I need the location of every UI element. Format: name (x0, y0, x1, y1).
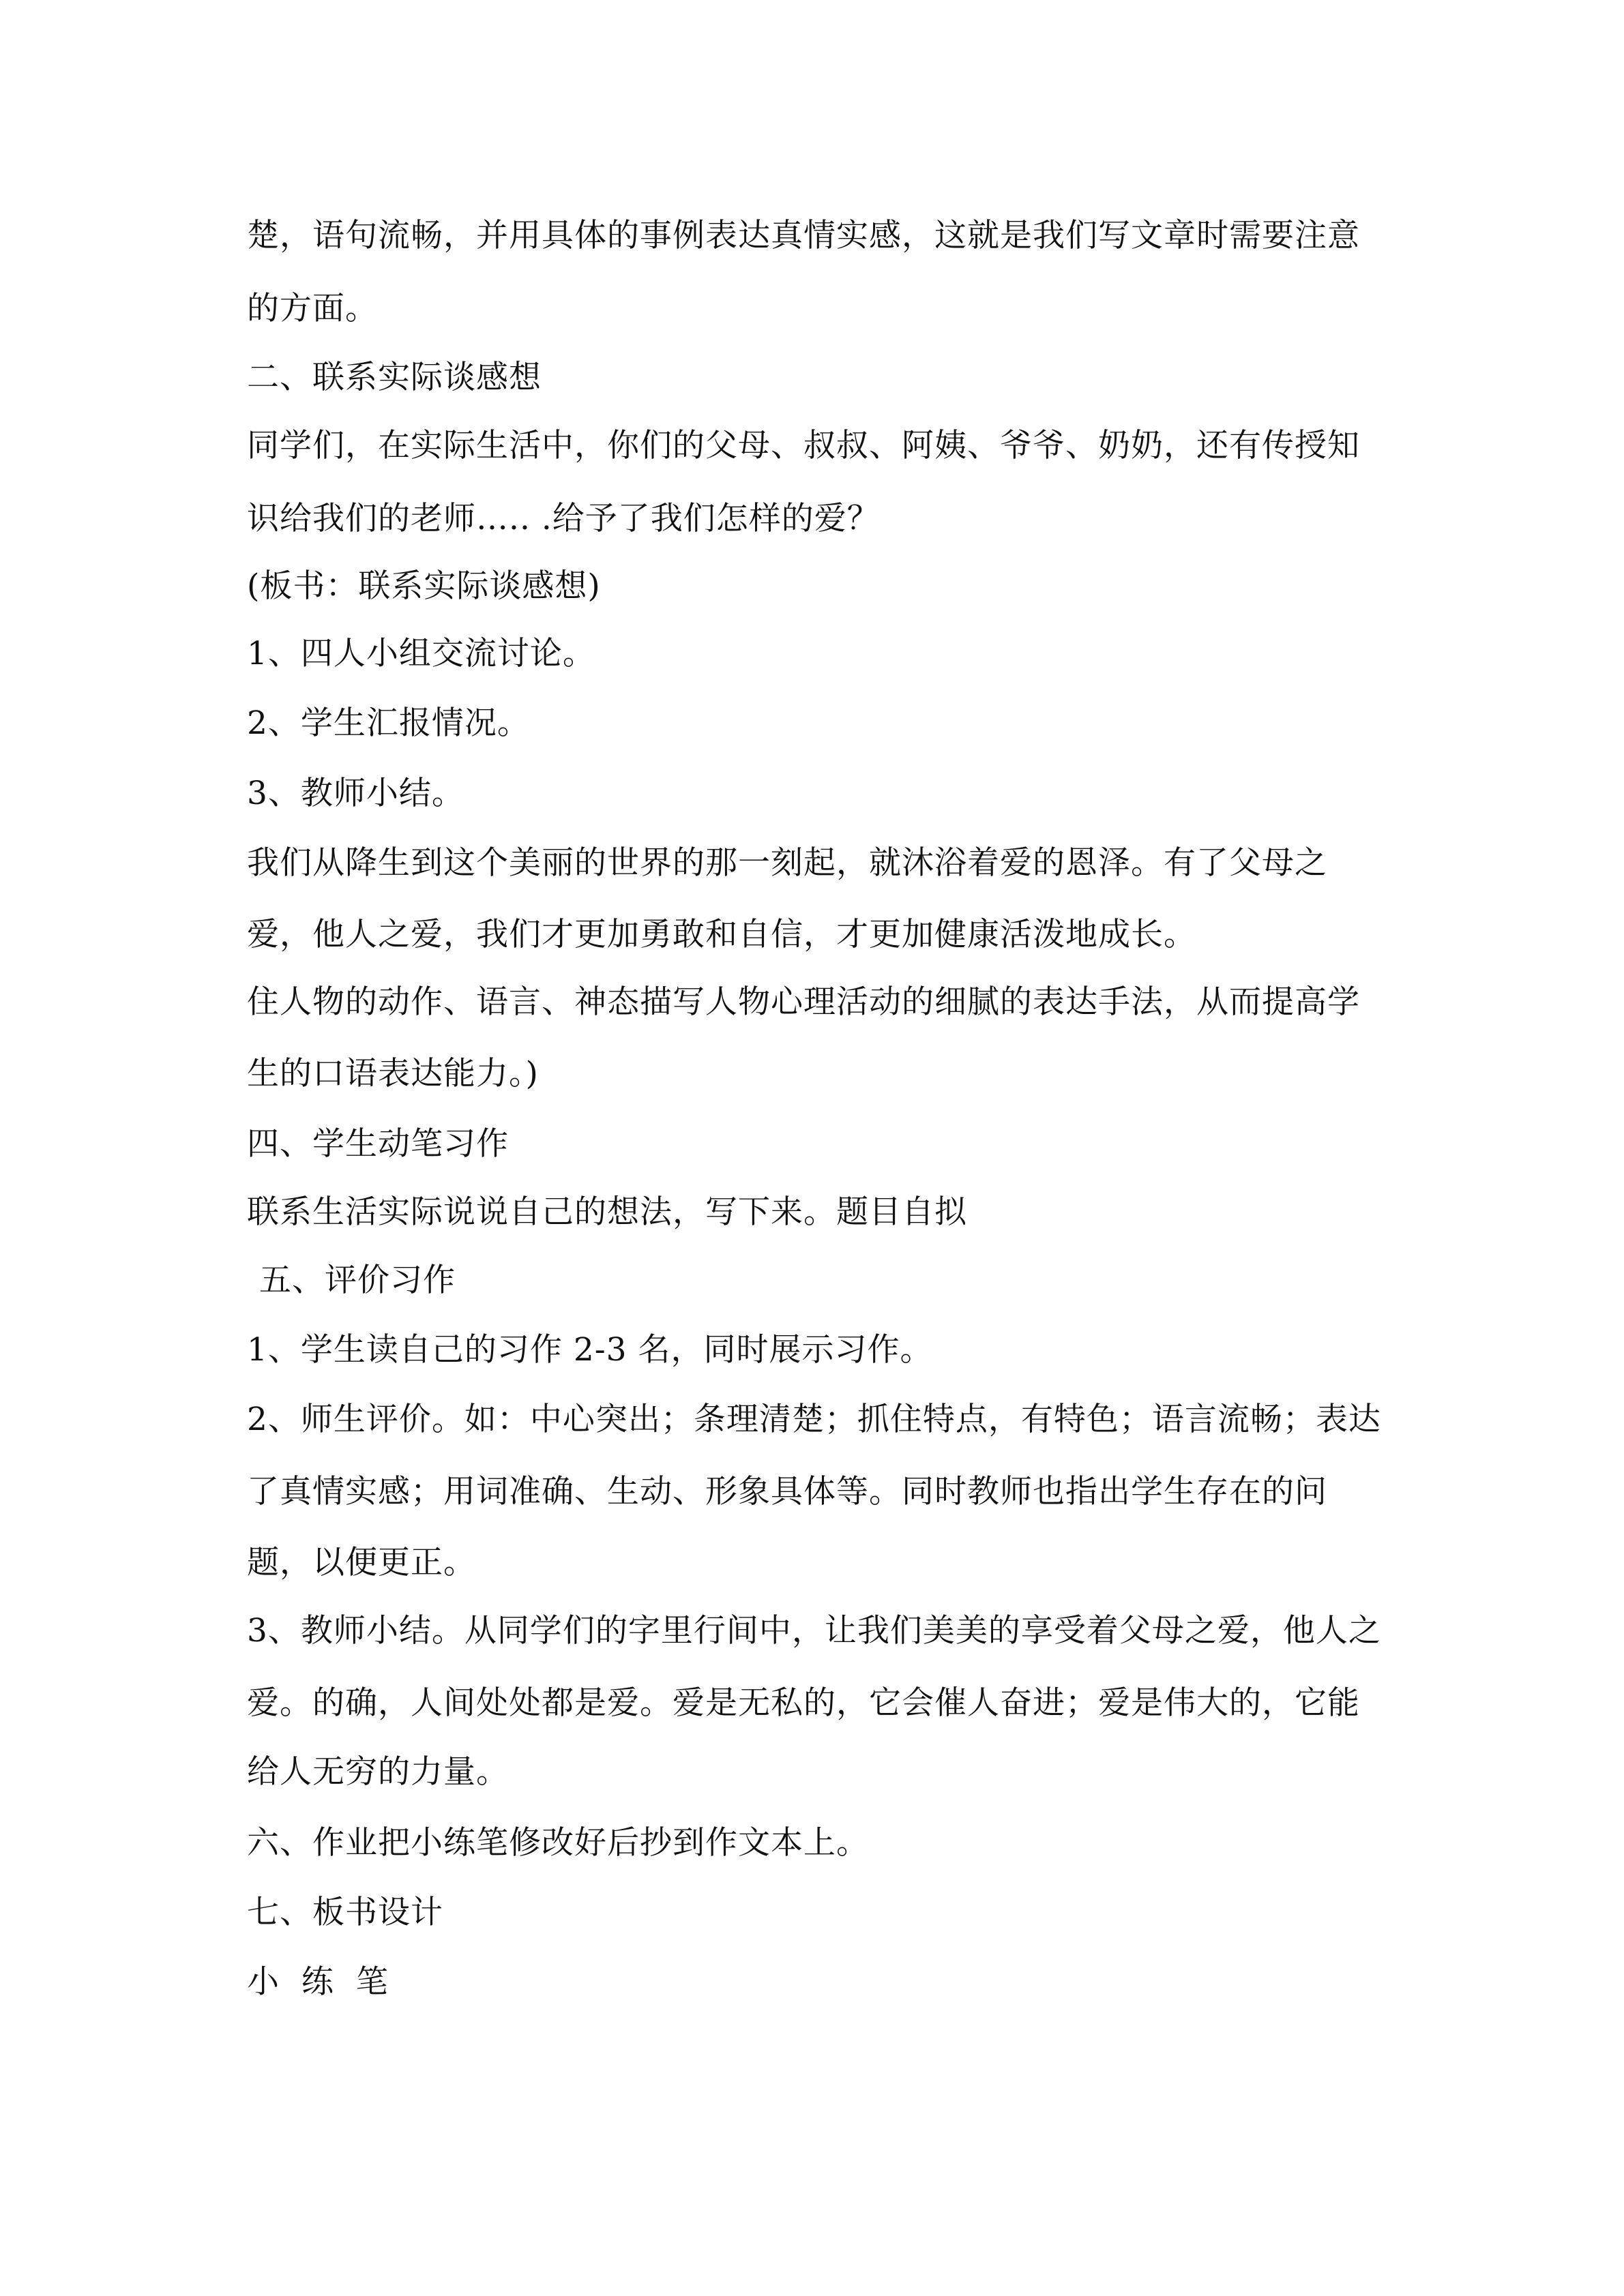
text-line: 楚，语句流畅，并用具体的事例表达真情实感，这就是我们写文章时需要注意 (247, 217, 1360, 254)
text-line: 给人无穷的力量。 (247, 1753, 509, 1791)
text-line: 了真情实感；用词准确、生动、形象具体等。同时教师也指出学生存在的问 (247, 1473, 1327, 1510)
text-line: 住人物的动作、语言、神态描写人物心理活动的细腻的表达手法，从而提高学 (247, 983, 1360, 1021)
list-item: 3、教师小结。 (247, 775, 464, 812)
list-item: 3、教师小结。从同学们的字里行间中，让我们美美的享受着父母之爱，他人之 (247, 1612, 1381, 1650)
text-line: 的方面。 (247, 290, 378, 327)
text-line: 生的口语表达能力。) (247, 1055, 539, 1092)
text-line: (板书：联系实际谈感想) (247, 567, 601, 605)
text-line: 联系生活实际说说自己的想法，写下来。题目自拟 (247, 1193, 967, 1231)
text-line: 我们从降生到这个美丽的世界的那一刻起，就沐浴着爱的恩泽。有了父母之 (247, 844, 1327, 882)
board-design-title: 小 练 笔 (247, 1963, 389, 2001)
text-line: 爱。的确，人间处处都是爱。爱是无私的，它会催人奋进；爱是伟大的，它能 (247, 1684, 1360, 1722)
text-line: 爱，他人之爱，我们才更加勇敢和自信，才更加健康活泼地成长。 (247, 916, 1196, 953)
section-heading: 六、作业把小练笔修改好后抄到作文本上。 (247, 1824, 869, 1862)
list-item: 2、师生评价。如：中心突出；条理清楚；抓住特点，有特色；语言流畅；表达 (247, 1401, 1381, 1438)
list-item: 2、学生汇报情况。 (247, 704, 530, 742)
text-line: 识给我们的老师….. .给予了我们怎样的爱？ (247, 500, 880, 537)
text-line: 题，以便更正。 (247, 1544, 476, 1581)
list-item: 1、四人小组交流讨论。 (247, 635, 595, 672)
list-item: 1、学生读自己的习作 2-3 名，同时展示习作。 (247, 1331, 933, 1369)
text-line: 同学们，在实际生活中，你们的父母、叔叔、阿姨、爷爷、奶奶，还有传授知 (247, 427, 1360, 464)
section-heading: 二、联系实际谈感想 (247, 359, 542, 396)
section-heading: 五、评价习作 (259, 1262, 456, 1299)
section-heading: 七、板书设计 (247, 1894, 443, 1931)
section-heading: 四、学生动笔习作 (247, 1125, 509, 1163)
